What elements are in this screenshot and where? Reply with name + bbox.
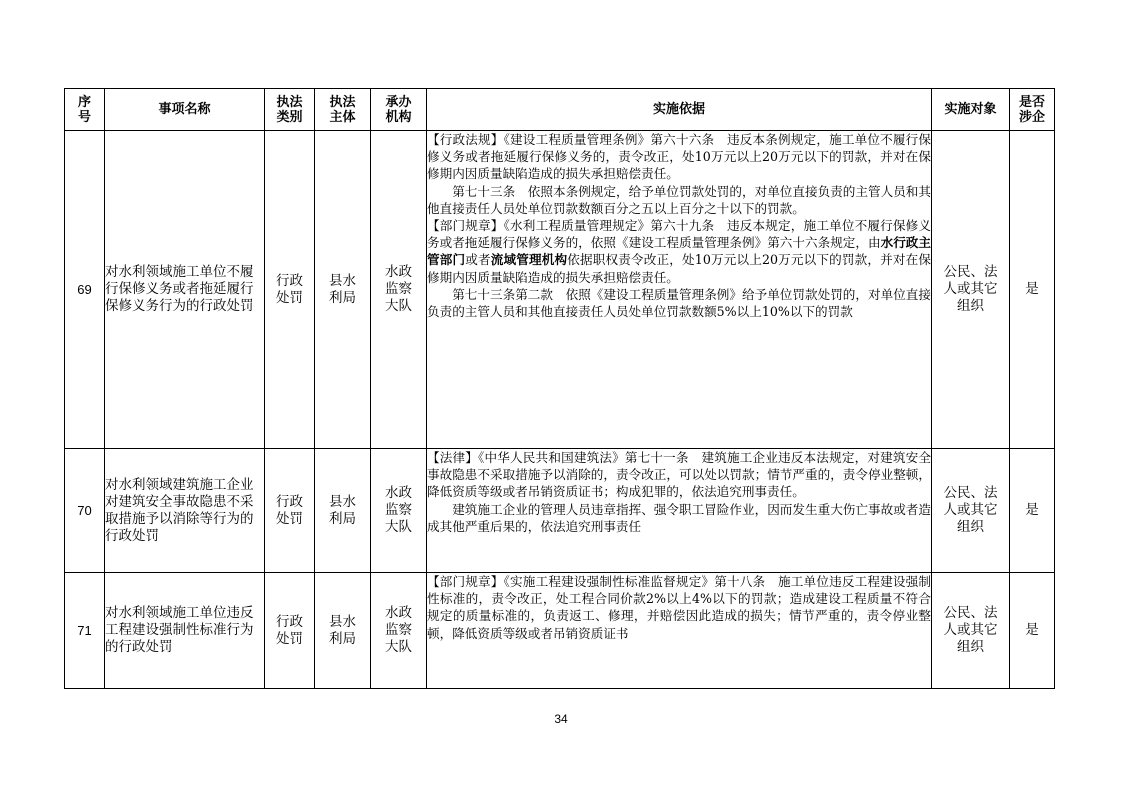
implementation-target: 公民、法人或其它组织	[932, 131, 1010, 449]
enterprise-related: 是	[1010, 449, 1055, 573]
handling-organ: 水政监察大队	[371, 449, 427, 573]
page-number: 34	[554, 712, 568, 726]
legal-basis	[427, 449, 932, 573]
basis-paragraph: 第七十三条 依照本条例规定，给予单位罚款处罚的，对单位直接负责的主管人员和其他直接责任人员处单位罚款数额百分之五以上百分之十以下的罚款。	[427, 183, 931, 216]
legal-basis	[427, 573, 932, 689]
header-name: 事项名称	[105, 89, 265, 131]
header-basis: 实施依据	[427, 89, 932, 131]
enforcement-subject: 县水利局	[315, 449, 371, 573]
header-enterprise: 是否涉企	[1010, 89, 1055, 131]
item-name: 对水利领域施工单位不履行保修义务或者拖延履行保修义务行为的行政处罚	[105, 131, 265, 449]
header-organ: 承办机构	[371, 89, 427, 131]
table-header-row	[65, 89, 1055, 131]
header-target: 实施对象	[932, 89, 1010, 131]
bold-keyword: 水行政主管部门	[427, 235, 932, 268]
law-type-tag: 【行政法规】	[427, 132, 504, 147]
enterprise-related: 是	[1010, 573, 1055, 689]
implementation-target: 公民、法人或其它组织	[932, 449, 1010, 573]
basis-paragraph: 【行政法规】《建设工程质量管理条例》第六十六条 违反本条例规定，施工单位不履行保修义务或者拖延履行保修义务的，责令改正，处10万元以上20万元以下的罚款，并对在保修期内因质量缺陷造成的损失承担赔偿责任。	[427, 132, 932, 182]
enforcement-category: 行政处罚	[265, 573, 315, 689]
table-row	[65, 573, 1055, 689]
basis-paragraph: 【部门规章】《实施工程建设强制性标准监督规定》第十八条 施工单位违反工程建设强制性标准的，责令改正，处工程合同价款2%以上4%以下的罚款；造成建设工程质量不符合规定的质量标准的，负责返工、修理，并赔偿因此造成的损失；情节严重的，责令停业整顿，降低资质等级或者吊销资质证书	[427, 574, 932, 641]
header-category: 执法类别	[265, 89, 315, 131]
implementation-target: 公民、法人或其它组织	[932, 573, 1010, 689]
law-type-tag: 【部门规章】	[427, 218, 504, 234]
enterprise-related: 是	[1010, 131, 1055, 449]
basis-paragraph: 【法律】《中华人民共和国建筑法》第七十一条 建筑施工企业违反本法规定，对建筑安全事故隐患不采取措施予以消除的，责令改正，可以处以罚款；情节严重的，责令停业整顿，降低资质等级或者吊销资质证书；构成犯罪的，依法追究刑事责任。	[427, 450, 931, 500]
basis-paragraph: 第七十三条第二款 依照《建设工程质量管理条例》给予单位罚款处罚的，对单位直接负责的主管人员和其他直接责任人员处单位罚款数额5%以上10%以下的罚款	[427, 286, 931, 320]
basis-paragraph: 【部门规章】《水利工程质量管理规定》第六十九条 违反本规定，施工单位不履行保修义务或者拖延履行保修义务的，依照《建设工程质量管理条例》第六十六条规定，由水行政主管部门或者流域管理机构依据职权责令改正，处10万元以上20万元以下的罚款，并对在保修期内因质量缺陷造成的损失承担赔偿责任。	[427, 218, 932, 285]
table-row	[65, 449, 1055, 573]
table-row	[65, 131, 1055, 449]
law-type-tag: 【部门规章】	[427, 574, 504, 589]
enforcement-category: 行政处罚	[265, 449, 315, 573]
enforcement-table	[64, 88, 1055, 689]
row-number: 70	[65, 449, 105, 573]
law-type-tag: 【法律】	[427, 450, 479, 465]
handling-organ: 水政监察大队	[371, 573, 427, 689]
enforcement-subject: 县水利局	[315, 131, 371, 449]
enforcement-subject: 县水利局	[315, 573, 371, 689]
row-number: 69	[65, 131, 105, 449]
legal-basis	[427, 131, 932, 449]
header-seq: 序号	[65, 89, 105, 131]
handling-organ: 水政监察大队	[371, 131, 427, 449]
basis-paragraph: 建筑施工企业的管理人员违章指挥、强令职工冒险作业，因而发生重大伤亡事故或者造成其他严重后果的，依法追究刑事责任	[427, 501, 931, 534]
header-subject: 执法主体	[315, 89, 371, 131]
bold-keyword: 流域管理机构	[490, 252, 568, 268]
item-name: 对水利领域建筑施工企业对建筑安全事故隐患不采取措施予以消除等行为的行政处罚	[105, 449, 265, 573]
item-name: 对水利领域施工单位违反工程建设强制性标准行为的行政处罚	[105, 573, 265, 689]
row-number: 71	[65, 573, 105, 689]
enforcement-category: 行政处罚	[265, 131, 315, 449]
